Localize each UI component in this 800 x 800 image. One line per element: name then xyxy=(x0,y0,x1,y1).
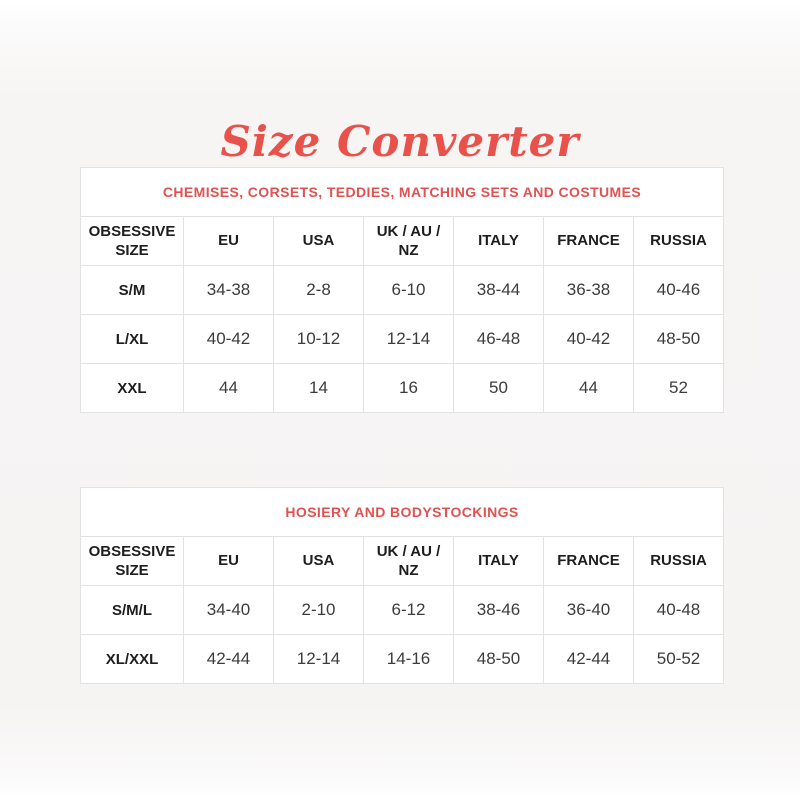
size-value-cell: 48-50 xyxy=(634,315,724,364)
size-value-cell: 16 xyxy=(364,364,454,413)
column-header: ITALY xyxy=(454,217,544,266)
column-header: EU xyxy=(184,217,274,266)
size-value-cell: 42-44 xyxy=(184,635,274,684)
size-value-cell: 12-14 xyxy=(364,315,454,364)
size-value-cell: 2-8 xyxy=(274,266,364,315)
size-value-cell: 40-48 xyxy=(634,586,724,635)
column-header: OBSESSIVE SIZE xyxy=(81,217,184,266)
size-label-cell: S/M/L xyxy=(81,586,184,635)
size-value-cell: 6-12 xyxy=(364,586,454,635)
column-header-row xyxy=(81,217,724,266)
column-header: UK / AU / NZ xyxy=(364,537,454,586)
table-row xyxy=(81,586,724,635)
table-caption: HOSIERY AND BODYSTOCKINGS xyxy=(81,488,724,537)
size-value-cell: 40-46 xyxy=(634,266,724,315)
size-value-cell: 36-40 xyxy=(544,586,634,635)
size-value-cell: 40-42 xyxy=(184,315,274,364)
size-value-cell: 40-42 xyxy=(544,315,634,364)
table-row xyxy=(81,635,724,684)
table-caption-row xyxy=(81,168,724,217)
column-header: FRANCE xyxy=(544,537,634,586)
size-value-cell: 14-16 xyxy=(364,635,454,684)
size-table-chemises-corsets xyxy=(80,167,724,413)
column-header: OBSESSIVE SIZE xyxy=(81,537,184,586)
table-row xyxy=(81,364,724,413)
size-value-cell: 36-38 xyxy=(544,266,634,315)
size-value-cell: 42-44 xyxy=(544,635,634,684)
column-header: UK / AU / NZ xyxy=(364,217,454,266)
size-value-cell: 6-10 xyxy=(364,266,454,315)
size-label-cell: S/M xyxy=(81,266,184,315)
size-value-cell: 52 xyxy=(634,364,724,413)
size-label-cell: L/XL xyxy=(81,315,184,364)
table-row xyxy=(81,266,724,315)
size-value-cell: 48-50 xyxy=(454,635,544,684)
size-value-cell: 12-14 xyxy=(274,635,364,684)
page-title: Size Converter xyxy=(220,117,580,167)
size-value-cell: 50 xyxy=(454,364,544,413)
size-value-cell: 44 xyxy=(184,364,274,413)
column-header: EU xyxy=(184,537,274,586)
size-value-cell: 44 xyxy=(544,364,634,413)
column-header: USA xyxy=(274,217,364,266)
size-value-cell: 2-10 xyxy=(274,586,364,635)
size-value-cell: 10-12 xyxy=(274,315,364,364)
table-caption: CHEMISES, CORSETS, TEDDIES, MATCHING SETS AND COSTUMES xyxy=(81,168,724,217)
size-value-cell: 34-38 xyxy=(184,266,274,315)
column-header-row xyxy=(81,537,724,586)
table-caption-row xyxy=(81,488,724,537)
size-value-cell: 38-44 xyxy=(454,266,544,315)
size-label-cell: XL/XXL xyxy=(81,635,184,684)
size-value-cell: 38-46 xyxy=(454,586,544,635)
column-header: ITALY xyxy=(454,537,544,586)
column-header: FRANCE xyxy=(544,217,634,266)
table-row xyxy=(81,315,724,364)
column-header: USA xyxy=(274,537,364,586)
size-value-cell: 50-52 xyxy=(634,635,724,684)
size-value-cell: 14 xyxy=(274,364,364,413)
size-value-cell: 34-40 xyxy=(184,586,274,635)
column-header: RUSSIA xyxy=(634,217,724,266)
column-header: RUSSIA xyxy=(634,537,724,586)
size-value-cell: 46-48 xyxy=(454,315,544,364)
size-table-hosiery-bodystockings xyxy=(80,487,724,684)
size-label-cell: XXL xyxy=(81,364,184,413)
